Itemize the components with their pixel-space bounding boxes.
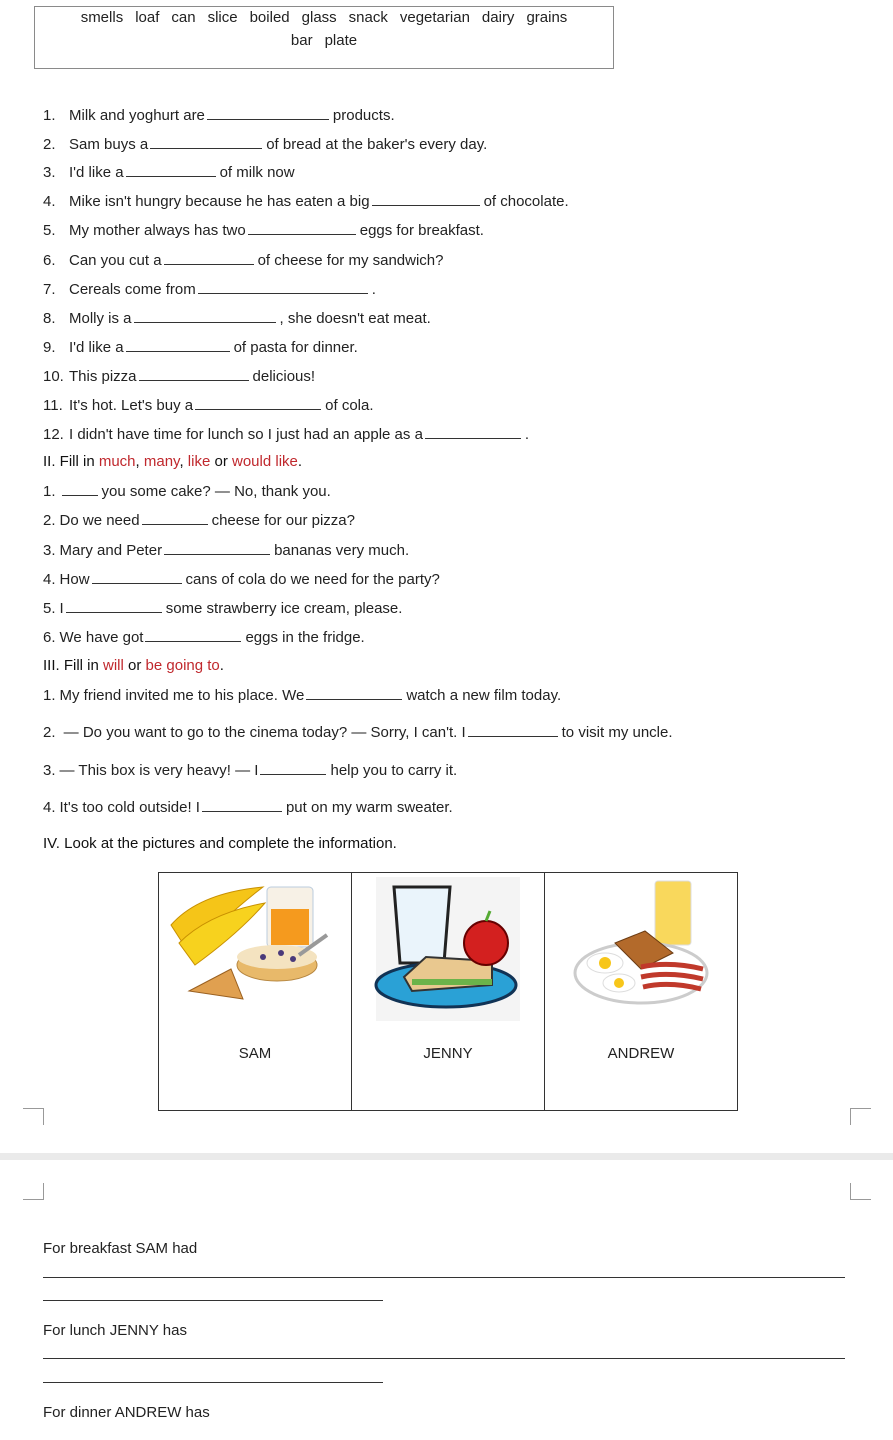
- item-number: 5.: [43, 222, 56, 239]
- item-text-before: Milk and yoghurt are: [69, 107, 205, 124]
- item-number: 1.: [43, 483, 56, 500]
- answer-blank[interactable]: [248, 221, 356, 235]
- item-number: 5.: [43, 600, 56, 617]
- item-text-before: — Do you want to go to the cinema today? — Sorry, I can't. I: [59, 724, 466, 741]
- item-text-after: .: [524, 426, 530, 443]
- item-number: 9.: [43, 339, 56, 356]
- item-text-after: of chocolate.: [483, 193, 569, 210]
- item-text-after: of pasta for dinner.: [233, 339, 358, 356]
- answer-blank[interactable]: [139, 367, 249, 381]
- person-name-sam: SAM: [238, 1045, 272, 1062]
- answer-line[interactable]: [43, 1277, 845, 1278]
- word-bank-word: can: [171, 9, 196, 26]
- item-text-after: eggs for breakfast.: [359, 222, 484, 239]
- answer-blank[interactable]: [195, 396, 321, 410]
- answer-blank[interactable]: [142, 511, 208, 525]
- answer-blank[interactable]: [425, 425, 521, 439]
- answer-blank[interactable]: [306, 686, 402, 700]
- item-text-before: Molly is a: [69, 310, 132, 327]
- word-bank-word: vegetarian: [399, 9, 470, 26]
- item-text-before: I'd like a: [69, 339, 124, 356]
- section2-item: [43, 541, 409, 560]
- item-text-after: of cheese for my sandwich?: [257, 252, 444, 269]
- section1-item: [43, 396, 374, 415]
- item-text-after: .: [371, 281, 376, 298]
- item-text-before: — This box is very heavy! — I: [59, 762, 259, 779]
- item-number: 3.: [43, 164, 56, 181]
- answer-line[interactable]: [43, 1300, 383, 1301]
- item-number: 11.: [43, 397, 63, 414]
- picture-cell-andrew: [545, 873, 737, 1110]
- prompt-jenny: For lunch JENNY has: [43, 1322, 187, 1339]
- section3-item: [43, 723, 673, 742]
- section1-item: [43, 251, 444, 270]
- answer-blank[interactable]: [145, 628, 241, 642]
- answer-blank[interactable]: [126, 163, 216, 177]
- answer-line[interactable]: [43, 1358, 845, 1359]
- word-bank-word: snack: [348, 9, 388, 26]
- page-break: [0, 1153, 893, 1160]
- page-corner-mark: [23, 1108, 44, 1125]
- item-number: 1.: [43, 107, 56, 124]
- item-text-after: of milk now: [219, 164, 295, 181]
- answer-blank[interactable]: [164, 251, 254, 265]
- section1-item: [43, 221, 484, 240]
- item-text-before: I didn't have time for lunch so I just had an apple as a: [69, 426, 423, 443]
- person-name-andrew: ANDREW: [607, 1045, 675, 1062]
- item-number: 7.: [43, 281, 56, 298]
- prompt-andrew: For dinner ANDREW has: [43, 1404, 210, 1421]
- item-number: 4.: [43, 571, 56, 588]
- section1-item: [43, 163, 295, 182]
- section-2-heading: II. Fill in much, many, like or would like.: [43, 453, 303, 470]
- answer-blank[interactable]: [207, 106, 329, 120]
- answer-blank[interactable]: [150, 135, 262, 149]
- item-text-before: Mike isn't hungry because he has eaten a big: [69, 193, 370, 210]
- answer-blank[interactable]: [198, 280, 368, 294]
- item-text-before: Mary and Peter: [59, 542, 163, 559]
- item-number: 6.: [43, 629, 56, 646]
- item-text-after: you some cake? — No, thank you.: [101, 483, 331, 500]
- prompt-sam: For breakfast SAM had: [43, 1240, 198, 1257]
- word-bank-word: dairy: [481, 9, 515, 26]
- answer-blank[interactable]: [260, 761, 326, 775]
- section2-item: [43, 482, 331, 501]
- answer-line[interactable]: [43, 1382, 383, 1383]
- page-corner-mark: [23, 1183, 44, 1200]
- answer-blank[interactable]: [134, 309, 276, 323]
- item-text-before: It's too cold outside! I: [59, 799, 200, 816]
- section1-item: [43, 309, 431, 328]
- item-number: 4.: [43, 193, 56, 210]
- item-number: 10.: [43, 368, 64, 385]
- person-name-jenny: JENNY: [423, 1045, 473, 1062]
- item-text-after: of cola.: [325, 397, 374, 414]
- word-bank-word: smells: [80, 9, 124, 26]
- answer-blank[interactable]: [372, 192, 480, 206]
- word-bank-row-2: [35, 32, 613, 49]
- word-bank-word: plate: [324, 32, 358, 49]
- item-number: 4.: [43, 799, 56, 816]
- item-text-before: This pizza: [69, 368, 137, 385]
- answer-blank[interactable]: [202, 798, 282, 812]
- section1-item: [43, 367, 315, 386]
- section-4-heading: IV. Look at the pictures and complete the information.: [43, 835, 397, 852]
- section3-item: [43, 798, 453, 817]
- item-text-before: My friend invited me to his place. We: [59, 687, 305, 704]
- item-text-before: Sam buys a: [69, 136, 149, 153]
- section3-item: [43, 686, 561, 705]
- section-3-heading: III. Fill in will or be going to.: [43, 657, 224, 674]
- word-bank-word: bar: [290, 32, 313, 49]
- item-text-after: watch a new film today.: [406, 687, 562, 704]
- item-number: 6.: [43, 252, 56, 269]
- answer-blank[interactable]: [126, 338, 230, 352]
- pictures-table: [158, 872, 738, 1111]
- section3-item: [43, 761, 457, 780]
- item-text-after: to visit my uncle.: [561, 724, 673, 741]
- item-number: 12.: [43, 426, 64, 443]
- section1-item: [43, 425, 529, 444]
- item-text-before: We have got: [59, 629, 144, 646]
- word-bank-word: grains: [526, 9, 568, 26]
- lunch-food-illustration: [352, 873, 544, 1033]
- item-number: 2.: [43, 724, 56, 741]
- item-number: 2.: [43, 136, 56, 153]
- item-text-after: bananas very much.: [274, 542, 410, 559]
- item-text-after: cheese for our pizza?: [211, 512, 355, 529]
- item-text-before: I: [59, 600, 64, 617]
- item-number: 3.: [43, 762, 56, 779]
- word-bank-box: [34, 6, 614, 69]
- section2-item: [43, 599, 402, 618]
- item-text-before: It's hot. Let's buy a: [69, 397, 194, 414]
- item-text-before: I'd like a: [69, 164, 124, 181]
- breakfast-food-illustration: [159, 873, 351, 1033]
- item-number: 1.: [43, 687, 56, 704]
- word-bank-word: slice: [207, 9, 238, 26]
- item-text-before: Can you cut a: [69, 252, 162, 269]
- section1-item: [43, 106, 395, 125]
- answer-blank[interactable]: [92, 570, 182, 584]
- answer-blank[interactable]: [468, 723, 558, 737]
- answer-blank[interactable]: [66, 599, 162, 613]
- picture-cell-jenny: [352, 873, 545, 1110]
- item-text-after: eggs in the fridge.: [245, 629, 365, 646]
- item-text-before: Do we need: [59, 512, 140, 529]
- item-text-after: , she doesn't eat meat.: [279, 310, 431, 327]
- word-bank-word: loaf: [135, 9, 160, 26]
- item-text-before: How: [59, 571, 90, 588]
- item-number: 2.: [43, 512, 56, 529]
- item-text-after: help you to carry it.: [330, 762, 458, 779]
- word-bank-word: boiled: [249, 9, 290, 26]
- item-text-after: products.: [332, 107, 395, 124]
- page-corner-mark: [850, 1108, 871, 1125]
- item-text-before: Cereals come from: [69, 281, 196, 298]
- dinner-food-illustration: [545, 873, 737, 1033]
- page-corner-mark: [850, 1183, 871, 1200]
- section2-item: [43, 628, 365, 647]
- section1-item: [43, 280, 376, 299]
- picture-cell-sam: [159, 873, 352, 1110]
- answer-blank[interactable]: [164, 541, 270, 555]
- item-number: 3.: [43, 542, 56, 559]
- item-text-after: cans of cola do we need for the party?: [185, 571, 440, 588]
- word-bank-row-1: [35, 9, 613, 26]
- item-text-before: My mother always has two: [69, 222, 246, 239]
- item-text-after: delicious!: [252, 368, 316, 385]
- answer-blank[interactable]: [62, 482, 98, 496]
- item-number: 8.: [43, 310, 56, 327]
- section2-item: [43, 570, 440, 589]
- section1-item: [43, 192, 569, 211]
- section1-item: [43, 135, 487, 154]
- section1-item: [43, 338, 358, 357]
- word-bank-word: glass: [301, 9, 337, 26]
- item-text-after: of bread at the baker's every day.: [266, 136, 488, 153]
- section2-item: [43, 511, 355, 530]
- item-text-after: some strawberry ice cream, please.: [165, 600, 403, 617]
- item-text-after: put on my warm sweater.: [285, 799, 453, 816]
